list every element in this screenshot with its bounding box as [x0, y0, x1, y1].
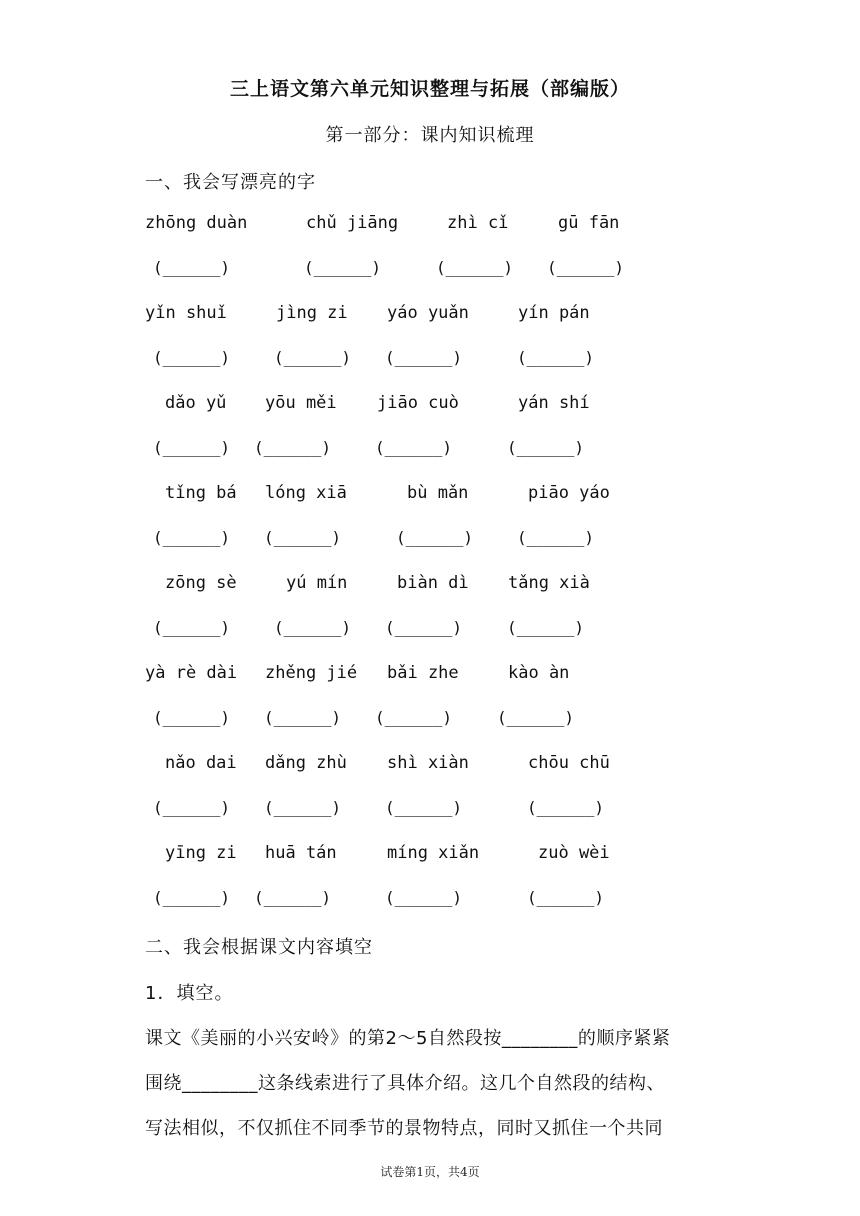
pinyin-item: chǔ jiāng — [306, 213, 399, 233]
pinyin-item: dǎo yǔ — [165, 393, 227, 413]
pinyin-item: yú mín — [286, 573, 348, 593]
answer-blank[interactable]: (______) — [153, 888, 231, 907]
answer-blank[interactable]: (______) — [304, 258, 382, 277]
pinyin-item: huā tán — [265, 843, 337, 863]
pinyin-item: bǎi zhe — [387, 663, 459, 683]
pinyin-item: yà rè dài — [145, 663, 238, 683]
pinyin-item: biàn dì — [397, 573, 469, 593]
pinyin-item: yáo yuǎn — [387, 303, 469, 323]
paragraph-line: 课文《美丽的小兴安岭》的第2～5自然段按________的顺序紧紧 — [145, 1028, 671, 1049]
answer-blank[interactable]: (______) — [517, 528, 595, 547]
pinyin-item: tǎng xià — [508, 573, 590, 593]
pinyin-item: dǎng zhù — [265, 753, 347, 773]
pinyin-item: míng xiǎn — [387, 843, 480, 863]
answer-blank[interactable]: (______) — [527, 798, 605, 817]
answer-blank[interactable]: (______) — [527, 888, 605, 907]
pinyin-item: shì xiàn — [387, 753, 469, 773]
answer-blank[interactable]: (______) — [153, 258, 231, 277]
paragraph-line: 围绕________这条线索进行了具体介绍。这几个自然段的结构、 — [145, 1073, 665, 1094]
pinyin-item: yán shí — [518, 393, 590, 413]
answer-blank[interactable]: (______) — [274, 348, 352, 367]
pinyin-item: jìng zi — [276, 303, 348, 323]
pinyin-item: zhì cǐ — [447, 213, 509, 233]
pinyin-item: piāo yáo — [528, 483, 610, 503]
answer-blank[interactable]: (______) — [507, 438, 585, 457]
pinyin-item: chōu chū — [528, 753, 610, 773]
pinyin-item: jiāo cuò — [377, 393, 459, 413]
answer-blank[interactable]: (______) — [385, 618, 463, 637]
pinyin-item: yōu měi — [265, 393, 337, 413]
answer-blank[interactable]: (______) — [396, 528, 474, 547]
answer-blank[interactable]: (______) — [375, 708, 453, 727]
answer-blank[interactable]: (______) — [254, 888, 332, 907]
page-subtitle: 第一部分：课内知识梳理 — [325, 125, 535, 146]
pinyin-item: zuò wèi — [538, 843, 610, 863]
pinyin-item: kào àn — [508, 663, 570, 683]
pinyin-item: zhěng jié — [265, 663, 358, 683]
answer-blank[interactable]: (______) — [264, 798, 342, 817]
answer-blank[interactable]: (______) — [507, 618, 585, 637]
answer-blank[interactable]: (______) — [153, 348, 231, 367]
pinyin-item: nǎo dai — [165, 753, 237, 773]
answer-blank[interactable]: (______) — [375, 438, 453, 457]
answer-blank[interactable]: (______) — [274, 618, 352, 637]
answer-blank[interactable]: (______) — [385, 798, 463, 817]
answer-blank[interactable]: (______) — [547, 258, 625, 277]
pinyin-item: zhōng duàn — [145, 213, 248, 233]
section-heading-2: 二、我会根据课文内容填空 — [145, 937, 373, 958]
pinyin-item: gū fān — [558, 213, 620, 233]
answer-blank[interactable]: (______) — [385, 348, 463, 367]
pinyin-item: yīng zi — [165, 843, 237, 863]
answer-blank[interactable]: (______) — [264, 708, 342, 727]
pinyin-item: tǐng bá — [165, 483, 237, 503]
answer-blank[interactable]: (______) — [517, 348, 595, 367]
pinyin-item: yǐn shuǐ — [145, 303, 227, 323]
pinyin-item: yín pán — [518, 303, 590, 323]
page-title: 三上语文第六单元知识整理与拓展（部编版） — [229, 78, 630, 100]
answer-blank[interactable]: (______) — [385, 888, 463, 907]
page-footer: 试卷第1页，共4页 — [380, 1165, 480, 1179]
answer-blank[interactable]: (______) — [153, 798, 231, 817]
pinyin-item: zōng sè — [165, 573, 237, 593]
answer-blank[interactable]: (______) — [436, 258, 514, 277]
paragraph-line: 写法相似，不仅抓住不同季节的景物特点，同时又抓住一个共同 — [145, 1118, 663, 1139]
answer-blank[interactable]: (______) — [153, 708, 231, 727]
answer-blank[interactable]: (______) — [264, 528, 342, 547]
answer-blank[interactable]: (______) — [497, 708, 575, 727]
answer-blank[interactable]: (______) — [153, 618, 231, 637]
answer-blank[interactable]: (______) — [254, 438, 332, 457]
pinyin-item: lóng xiā — [265, 483, 347, 503]
pinyin-item: bù mǎn — [407, 483, 469, 503]
answer-blank[interactable]: (______) — [153, 438, 231, 457]
section-heading-1: 一、我会写漂亮的字 — [145, 172, 316, 193]
answer-blank[interactable]: (______) — [153, 528, 231, 547]
question-label: 1．填空。 — [145, 983, 234, 1004]
